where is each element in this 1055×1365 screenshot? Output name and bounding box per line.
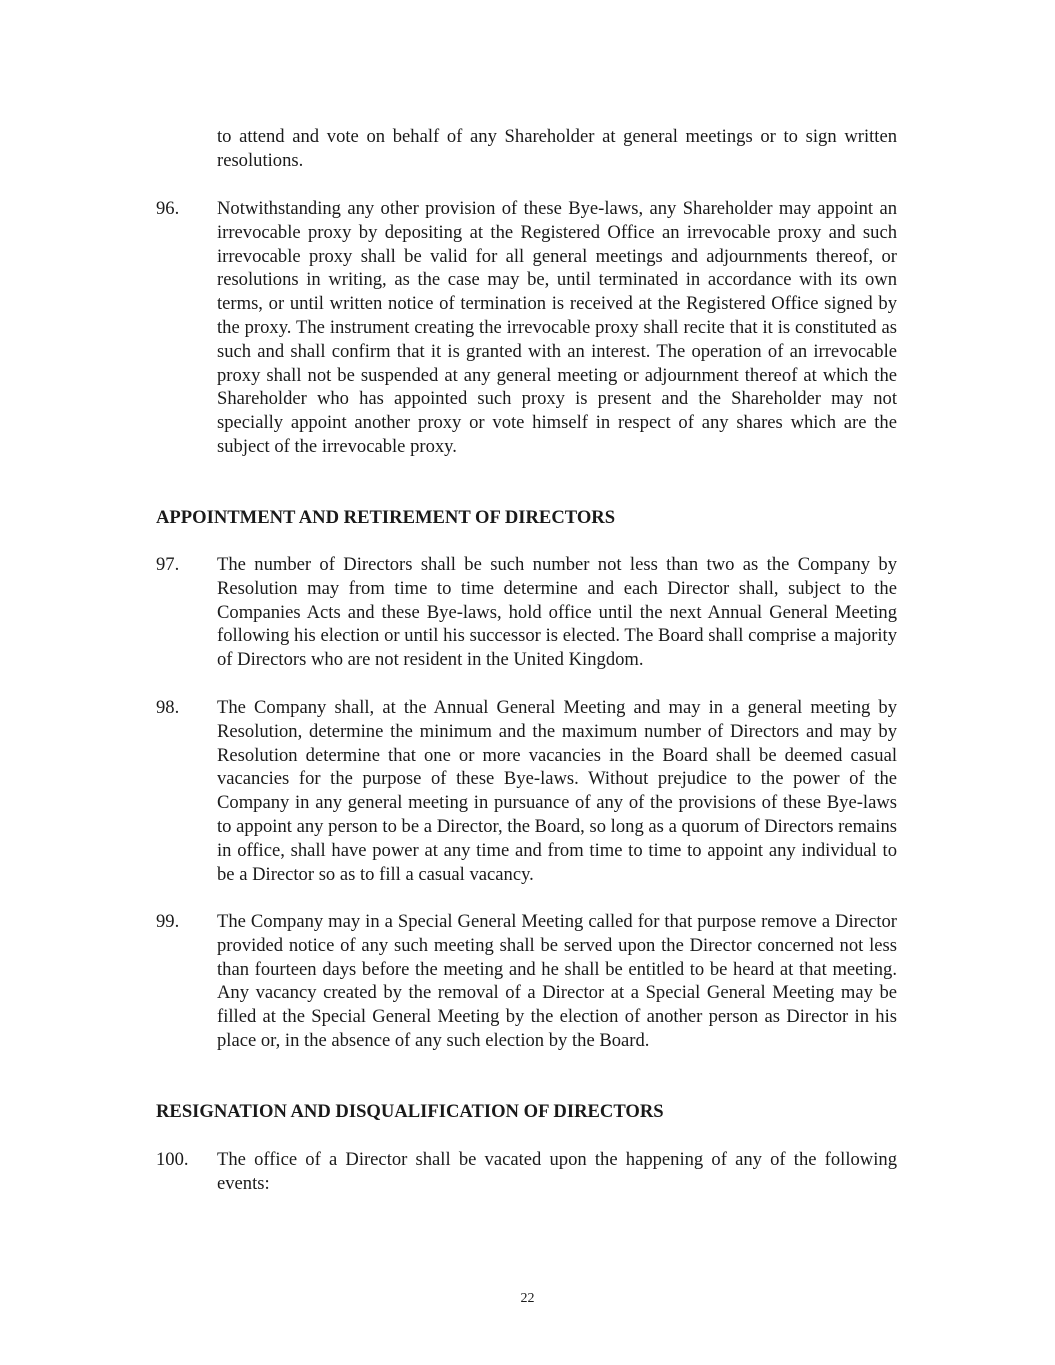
clause-number: 98.	[156, 697, 180, 718]
clause-text: The Company shall, at the Annual General Meeting and may in a general meeting by Resolution, determine the minimum and the maximum number of Directors and may by Resolution determine that one or more vacancies in the Board shall be deemed casual vacancies for the purpose of these Bye-laws. Without prejudice to the power of the Company in any general meeting in pursuance of any of the provisions of these Bye-laws to appoint any person to be a Director, the Board, so long as a quorum of Directors remains in office, shall have power at any time and from time to time to appoint any individual to be a Director so as to fill a casual vacancy.	[217, 697, 897, 885]
clause-number: 96.	[156, 198, 180, 219]
section-heading-resignation: RESIGNATION AND DISQUALIFICATION OF DIRECTORS	[156, 1101, 664, 1122]
clause-number: 99.	[156, 911, 180, 932]
section-heading-appointment: APPOINTMENT AND RETIREMENT OF DIRECTORS	[156, 507, 616, 528]
continuation-paragraph: to attend and vote on behalf of any Shareholder at general meetings or to sign written resolutions.	[217, 126, 897, 171]
clause-number: 100.	[156, 1149, 189, 1170]
page-number: 22	[520, 1291, 535, 1306]
clause-number: 97.	[156, 554, 180, 575]
clause-text: The office of a Director shall be vacated upon the happening of any of the following events:	[217, 1149, 897, 1194]
clause-text: The Company may in a Special General Meeting called for that purpose remove a Director provided notice of any such meeting shall be served upon the Director concerned not less than fourteen days before the meeting and he shall be entitled to be heard at that meeting. Any vacancy created by the removal of a Director at a Special General Meeting may be filled at the Special General Meeting by the election of another person as Director in his place or, in the absence of any such election by the Board.	[217, 911, 897, 1051]
clause-text: Notwithstanding any other provision of these Bye-laws, any Shareholder may appoint an irrevocable proxy by depositing at the Registered Office an irrevocable proxy and such irrevocable proxy shall be valid for all general meetings and adjournments thereof, or resolutions in writing, as the case may be, until terminated in accordance with its own terms, or until written notice of termination is received at the Registered Office signed by the proxy. The instrument creating the irrevocable proxy shall recite that it is constituted as such and shall confirm that it is granted with an interest. The operation of an irrevocable proxy shall not be suspended at any general meeting or adjournment thereof at which the Shareholder who has appointed such proxy is present and the Shareholder may not specially appoint another proxy or vote himself in respect of any shares which are the subject of the irrevocable proxy.	[217, 198, 897, 457]
clause-text: The number of Directors shall be such number not less than two as the Company by Resolution may from time to time determine and each Director shall, subject to the Companies Acts and these Bye-laws, hold office until the next Annual General Meeting following his election or until his successor is elected. The Board shall comprise a majority of Directors who are not resident in the United Kingdom.	[217, 554, 897, 671]
